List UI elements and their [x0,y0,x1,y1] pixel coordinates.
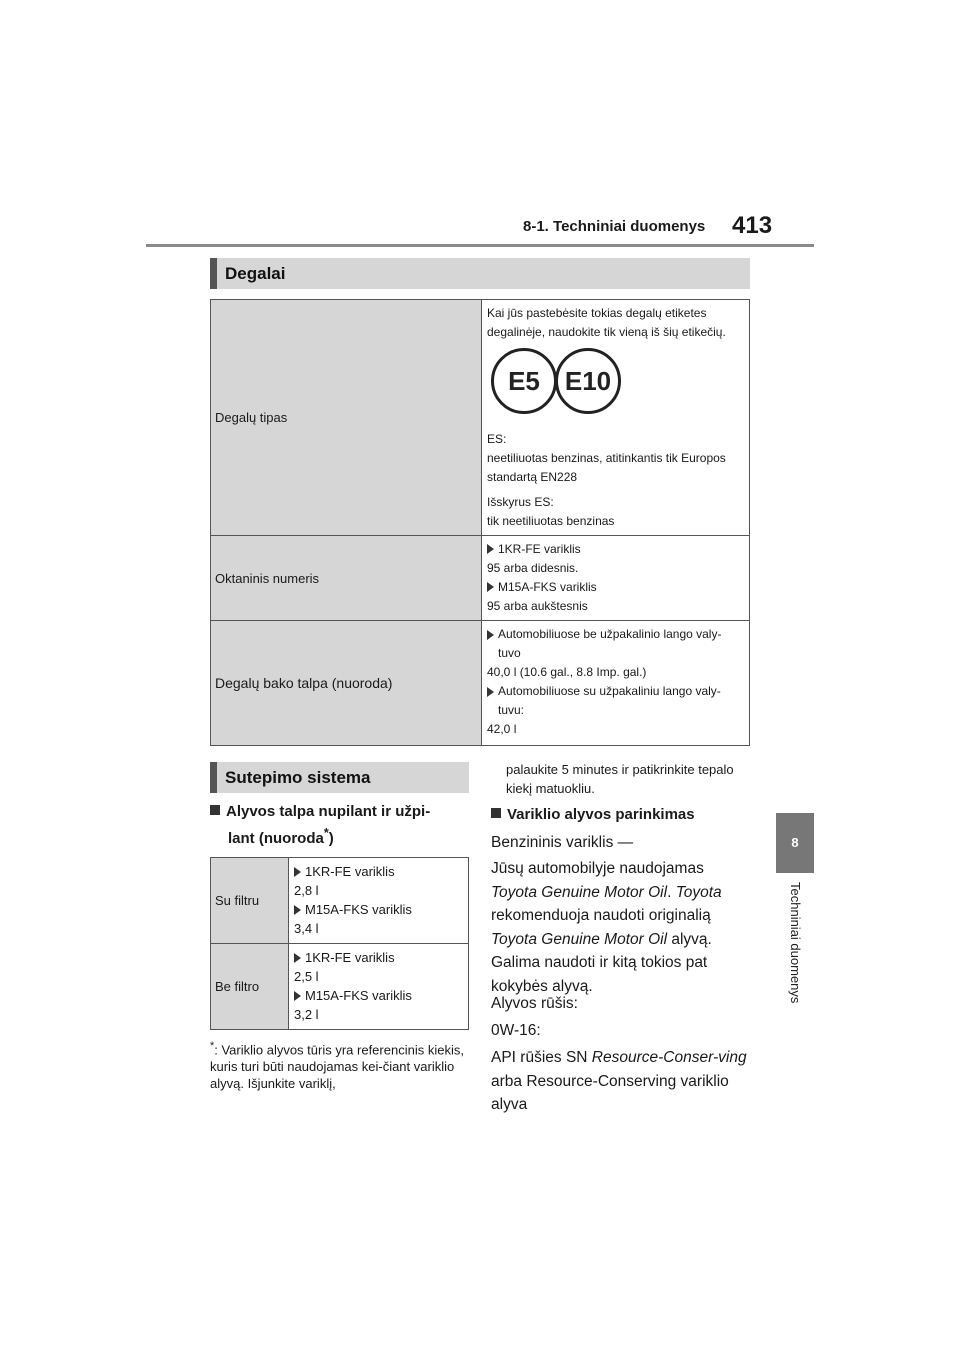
tank-case-2: Automobiliuose su užpakaliniu lango valy-tuvu: [498,684,721,717]
with-filter-engine-2: M15A-FKS variklis [305,902,412,917]
footnote-marker: * [210,1040,215,1052]
tank-value [482,621,750,746]
lubrication-section-title: Sutepimo sistema [210,762,469,793]
oil-capacity-table [210,857,469,1030]
triangle-bullet-icon [294,905,301,915]
api-spec [491,1046,747,1117]
rec-brand-3: Toyota Genuine Motor Oil [491,930,668,948]
chapter-tab: 8 [776,813,814,873]
without-filter-value-2: 3,2 l [294,1007,319,1022]
footnote-continuation: palaukite 5 minutes ir patikrinkite tepalo kiekį matuokliu. [506,762,734,796]
oil-capacity-heading-close: ) [328,830,334,847]
non-eu-text: tik neetiliuotas benzinas [487,514,615,528]
without-filter-value [289,944,469,1030]
triangle-bullet-icon [294,991,301,1001]
octane-value-2: 95 arba aukštesnis [487,599,588,613]
fuel-table [210,299,750,746]
oil-selection-heading-text: Variklio alyvos parinkimas [507,806,695,823]
with-filter-value-2: 3,4 l [294,921,319,936]
rec-text-a: Jūsų automobilyje naudojamas [491,860,704,877]
without-filter-engine-1: 1KR-FE variklis [305,950,395,965]
oil-capacity-heading [210,803,430,820]
e10-badge-icon: E10 [555,348,621,414]
footnote-marker: * [323,826,329,840]
rec-text-b: . [667,883,676,901]
non-eu-label: Išskyrus ES: [487,495,554,509]
fuel-section-title: Degalai [210,258,750,289]
triangle-bullet-icon [294,867,301,877]
tank-value-1: 40,0 l (10.6 gal., 8.8 Imp. gal.) [487,665,647,679]
oil-selection-heading [491,806,695,823]
octane-engine-2: M15A-FKS variklis [498,580,597,594]
e5-badge-icon: E5 [491,348,557,414]
table-row [211,944,469,1030]
triangle-bullet-icon [487,630,494,640]
oil-grade-label: Alyvos rūšis: [491,995,578,1012]
rec-text-c: rekomenduoja naudoti originalią [491,907,711,924]
api-italic: Resource-Conser-ving [591,1049,747,1066]
fuel-type-label: Degalų tipas [211,300,482,536]
table-row [211,300,750,536]
header-divider [146,244,814,247]
triangle-bullet-icon [487,582,494,592]
oil-grade-value: 0W-16: [491,1022,541,1039]
tank-value-2: 42,0 l [487,722,517,736]
footnote-text: : Variklio alyvos tūris yra referencinis kiekis, kuris turi būti naudojamas kei-čiant variklio alyvą. Išjunkite variklį, [210,1042,464,1092]
octane-engine-1: 1KR-FE variklis [498,542,581,556]
octane-value [482,536,750,621]
tank-label: Degalų bako talpa (nuoroda) [211,621,482,746]
engine-type: Benzininis variklis — [491,834,634,851]
triangle-bullet-icon [487,544,494,554]
triangle-bullet-icon [487,687,494,697]
with-filter-label: Su filtru [211,858,289,944]
page-number: 413 [732,212,773,239]
without-filter-label: Be filtro [211,944,289,1030]
fuel-type-value [482,300,750,536]
oil-capacity-heading-text: lant (nuoroda [228,830,324,847]
with-filter-engine-1: 1KR-FE variklis [305,864,395,879]
oil-capacity-heading-line1: Alyvos talpa nupilant ir užpi- [226,803,431,820]
rec-text-d: alyvą. Galima naudoti ir kitą tokios pat kokybės alyvą. [491,930,712,995]
square-bullet-icon [210,805,220,815]
with-filter-value-1: 2,8 l [294,883,319,898]
table-row [211,858,469,944]
fuel-label-badges [487,348,744,422]
with-filter-value [289,858,469,944]
tank-case-1: Automobiliuose be užpakalinio lango valy-tuvo [498,627,722,660]
chapter-label: Techniniai duomenys [788,882,803,1004]
section-title: 8-1. Techniniai duomenys [523,218,706,235]
table-row [211,536,750,621]
rec-brand-1: Toyota Genuine Motor Oil [491,883,668,901]
footnote [210,1038,470,1092]
octane-label: Oktaninis numeris [211,536,482,621]
table-row [211,621,750,746]
eu-label: ES: [487,432,507,446]
eu-text: neetiliuotas benzinas, atitinkantis tik Europos standartą EN228 [487,451,726,484]
octane-value-1: 95 arba didesnis. [487,561,579,575]
api-text-a: API rūšies SN [491,1049,592,1066]
square-bullet-icon [491,808,501,818]
oil-recommendation [491,857,747,998]
fuel-type-intro: Kai jūs pastebėsite tokias degalų etiketes degalinėje, naudokite tik vieną iš šių etikečių. [487,306,726,339]
without-filter-value-1: 2,5 l [294,969,319,984]
triangle-bullet-icon [294,953,301,963]
rec-brand-2: Toyota [675,883,722,901]
oil-capacity-heading-line2 [228,826,334,847]
without-filter-engine-2: M15A-FKS variklis [305,988,412,1003]
api-text-b: arba Resource-Conserving variklio alyva [491,1072,729,1113]
